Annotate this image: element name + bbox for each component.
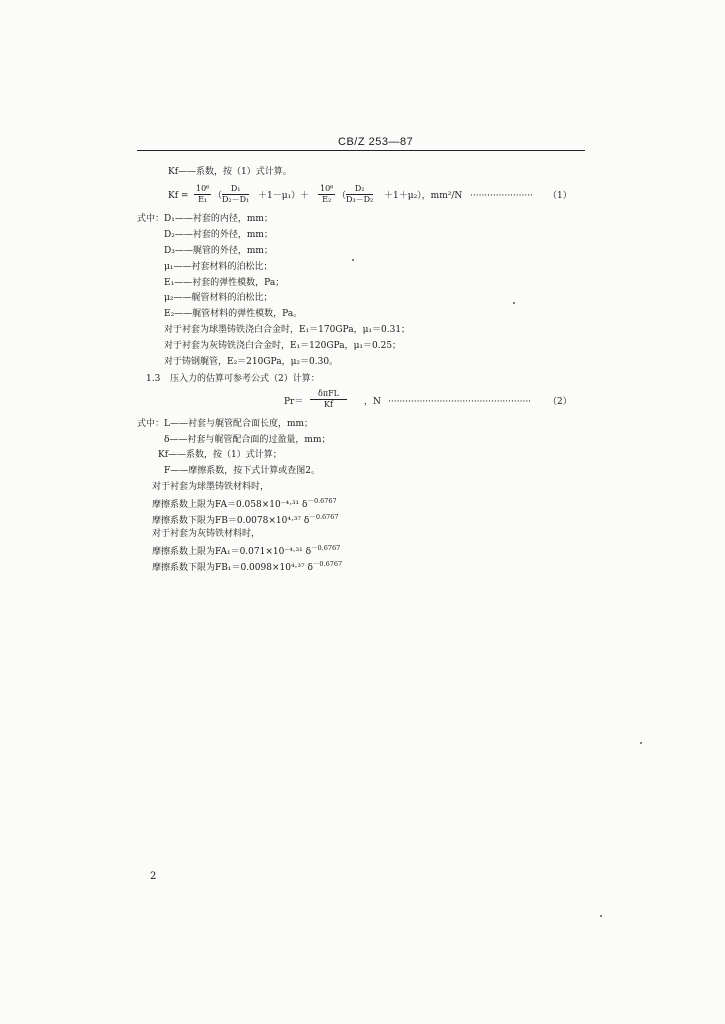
- material-grey-iron: 对于衬套为灰铸铁浇白合金时，E₁＝120GPa，μ₁＝0.25；: [164, 341, 402, 351]
- scan-speck: [640, 742, 642, 744]
- formula-1-lhs: Kf =: [168, 191, 189, 201]
- friction-grey-heading: 对于衬套为灰铸铁材料时，: [152, 529, 261, 539]
- standard-code-header: CB/Z 253—87: [338, 136, 414, 148]
- paren-open-1: （: [213, 191, 223, 201]
- scan-speck: [513, 302, 515, 304]
- frac-d-numerator: D₂: [346, 185, 373, 195]
- friction-ductile-lower-exp: －0.6767: [309, 513, 339, 521]
- where1-item-d2: D₂——衬套的外径，mm；: [164, 230, 273, 240]
- where1-item-e2: E₂——艉管材料的弹性模数，Pa。: [164, 309, 303, 319]
- friction-grey-upper: [152, 545, 340, 557]
- where-lead-1: 式中：: [137, 214, 165, 224]
- where2-item-f: F——摩擦系数，按下式计算或查图2。: [164, 466, 320, 476]
- friction-ductile-upper-text: 摩擦系数上限为FA＝0.058×10⁻⁴·³¹ δ: [152, 500, 308, 510]
- scan-speck: [600, 915, 602, 917]
- where2-item-kf: Kf——系数，按（1）式计算；: [158, 450, 282, 460]
- material-ductile-iron: 对于衬套为球墨铸铁浇白合金时，E₁＝170GPa，μ₁＝0.31；: [164, 325, 411, 335]
- formula-1-leader-dots: ······················: [470, 191, 533, 201]
- friction-ductile-upper: [152, 498, 337, 510]
- friction-grey-upper-exp: －0.6767: [311, 544, 341, 552]
- header-rule: [137, 150, 585, 151]
- formula-2-tail: ，N: [364, 397, 381, 407]
- where2-item-l: L——衬套与艉管配合面长度，mm；: [164, 419, 314, 429]
- formula-2-lhs: Pr＝: [284, 397, 304, 407]
- friction-ductile-upper-exp: －0.6767: [307, 497, 337, 505]
- frac-b-denominator: D₂－D₁: [222, 195, 250, 204]
- material-cast-steel: 对于铸钢艉管，E₂＝210GPa，μ₂＝0.30。: [164, 357, 339, 367]
- frac-c-numerator: 10⁶: [320, 184, 334, 193]
- friction-grey-lower-text: 摩擦系数下限为FB₁＝0.0098×10⁴·³⁷ δ: [152, 563, 313, 573]
- page-number: 2: [150, 871, 157, 882]
- where-lead-2: 式中：: [137, 419, 165, 429]
- frac-2-numerator: δπFL: [310, 390, 347, 400]
- friction-grey-upper-text: 摩擦系数上限为FA₁＝0.071×10⁻⁴·³¹ δ: [152, 547, 312, 557]
- frac-a-denominator: E₁: [198, 195, 208, 204]
- formula-2-frac: [310, 390, 347, 409]
- formula-2-leader-dots: ··················································: [388, 397, 532, 407]
- formula-1-mid: ＋1－μ₁）＋: [258, 191, 310, 201]
- kf-definition: Kf——系数，按（1）式计算。: [168, 167, 292, 177]
- formula-1-tail: ＋1＋μ₂），mm²/N: [384, 191, 463, 201]
- friction-ductile-lower-text: 摩擦系数下限为FB＝0.0078×10⁴·³⁷ δ: [152, 516, 310, 526]
- equation-number-2: （2）: [548, 397, 572, 407]
- section-number: 1.3: [146, 374, 161, 384]
- section-text: 压入力的估算可参考公式（2）计算：: [170, 374, 320, 384]
- friction-ductile-lower: [152, 514, 339, 526]
- where2-item-delta: δ——衬套与艉管配合面的过盈量，mm；: [164, 435, 331, 445]
- formula-1-frac-c: [318, 185, 335, 204]
- where1-item-mu1: μ₁——衬套材料的泊松比；: [164, 262, 273, 272]
- equation-number-1: （1）: [548, 191, 572, 201]
- friction-grey-lower: [152, 561, 342, 573]
- paren-open-2: （: [337, 191, 347, 201]
- frac-2-denominator: Kf: [324, 400, 333, 409]
- formula-1-frac-a: [194, 185, 211, 204]
- scan-speck: [352, 259, 354, 261]
- formula-1-frac-d: [346, 185, 373, 204]
- where1-item-e1: E₁——衬套的弹性模数，Pa；: [164, 278, 285, 288]
- where1-item-mu2: μ₂——艉管材料的泊松比；: [164, 293, 273, 303]
- frac-d-denominator: D₃－D₂: [346, 195, 374, 204]
- where1-item-d3: D₃——艉管的外径，mm；: [164, 246, 273, 256]
- frac-c-denominator: E₂: [322, 195, 332, 204]
- friction-grey-lower-exp: －0.6767: [312, 560, 343, 568]
- frac-b-numerator: D₁: [222, 185, 249, 195]
- frac-a-numerator: 10⁶: [196, 184, 210, 193]
- formula-1-frac-b: [222, 185, 249, 204]
- friction-ductile-heading: 对于衬套为球墨铸铁材料时，: [152, 482, 270, 492]
- where1-item-d1: D₁——衬套的内径，mm；: [164, 214, 273, 224]
